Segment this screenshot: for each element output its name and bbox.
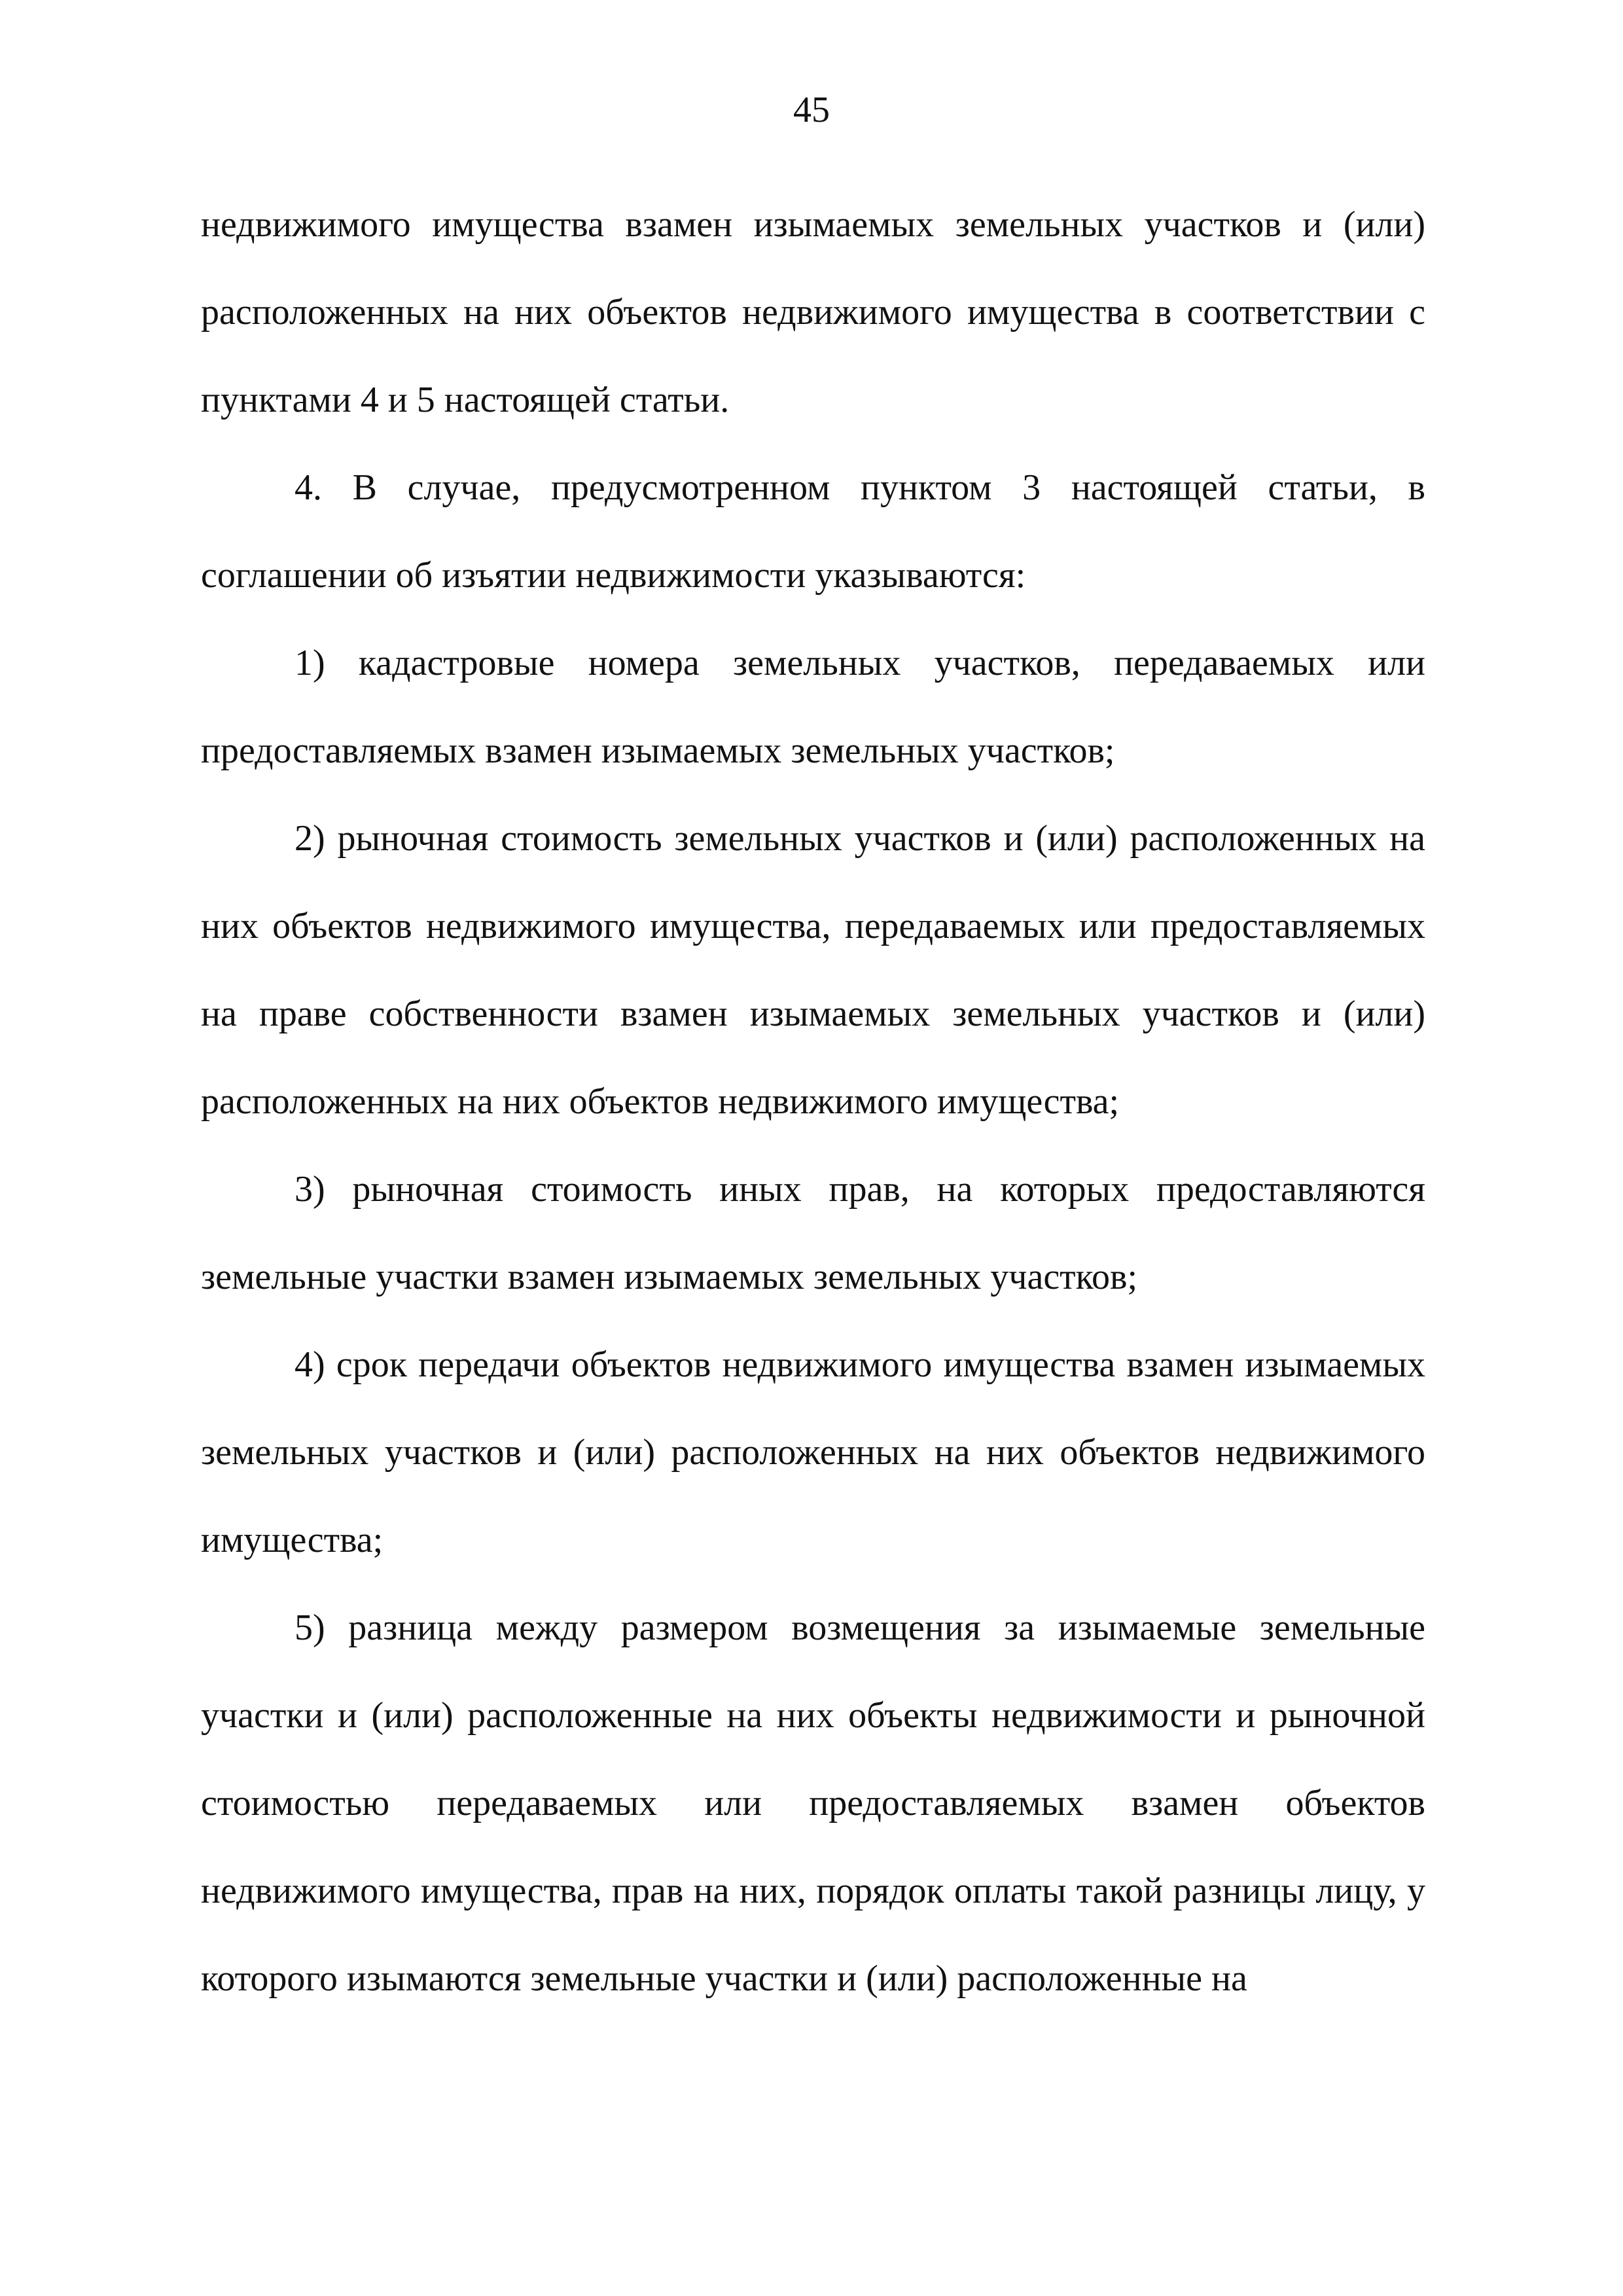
paragraph-continuation: недвижимого имущества взамен изымаемых земельных участков и (или) расположенных на них объектов недвижимого имущества в соответствии с пунктами 4 и 5 настоящей статьи.	[201, 204, 1425, 420]
paragraph-subitem-4: 4) срок передачи объектов недвижимого имущества взамен изымаемых земельных участков и (или) расположенных на них объектов недвижимого имущества;	[201, 1344, 1425, 1560]
document-body	[201, 181, 1425, 2022]
paragraph-subitem-3: 3) рыночная стоимость иных прав, на которых предоставляются земельные участки взамен изымаемых земельных участков;	[201, 1169, 1425, 1297]
paragraph-item-4: 4. В случае, предусмотренном пунктом 3 настоящей статьи, в соглашении об изъятии недвижимости указываются:	[201, 467, 1425, 596]
paragraph-subitem-2: 2) рыночная стоимость земельных участков и (или) расположенных на них объектов недвижимого имущества, передаваемых или предоставляемых на праве собственности взамен изымаемых земельных участков и (или) расположенных на них объектов недвижимого имущества;	[201, 818, 1425, 1122]
page-number: 45	[793, 90, 830, 130]
paragraph-subitem-5: 5) разница между размером возмещения за изымаемые земельные участки и (или) расположенные на них объекты недвижимости и рыночной стоимостью передаваемых или предоставляемых взамен объектов недвижимого имущества, прав на них, порядок оплаты такой разницы лицу, у которого изымаются земельные участки и (или) расположенные на	[201, 1607, 1425, 1999]
paragraph-subitem-1: 1) кадастровые номера земельных участков, передаваемых или предоставляемых взамен изымаемых земельных участков;	[201, 643, 1425, 771]
